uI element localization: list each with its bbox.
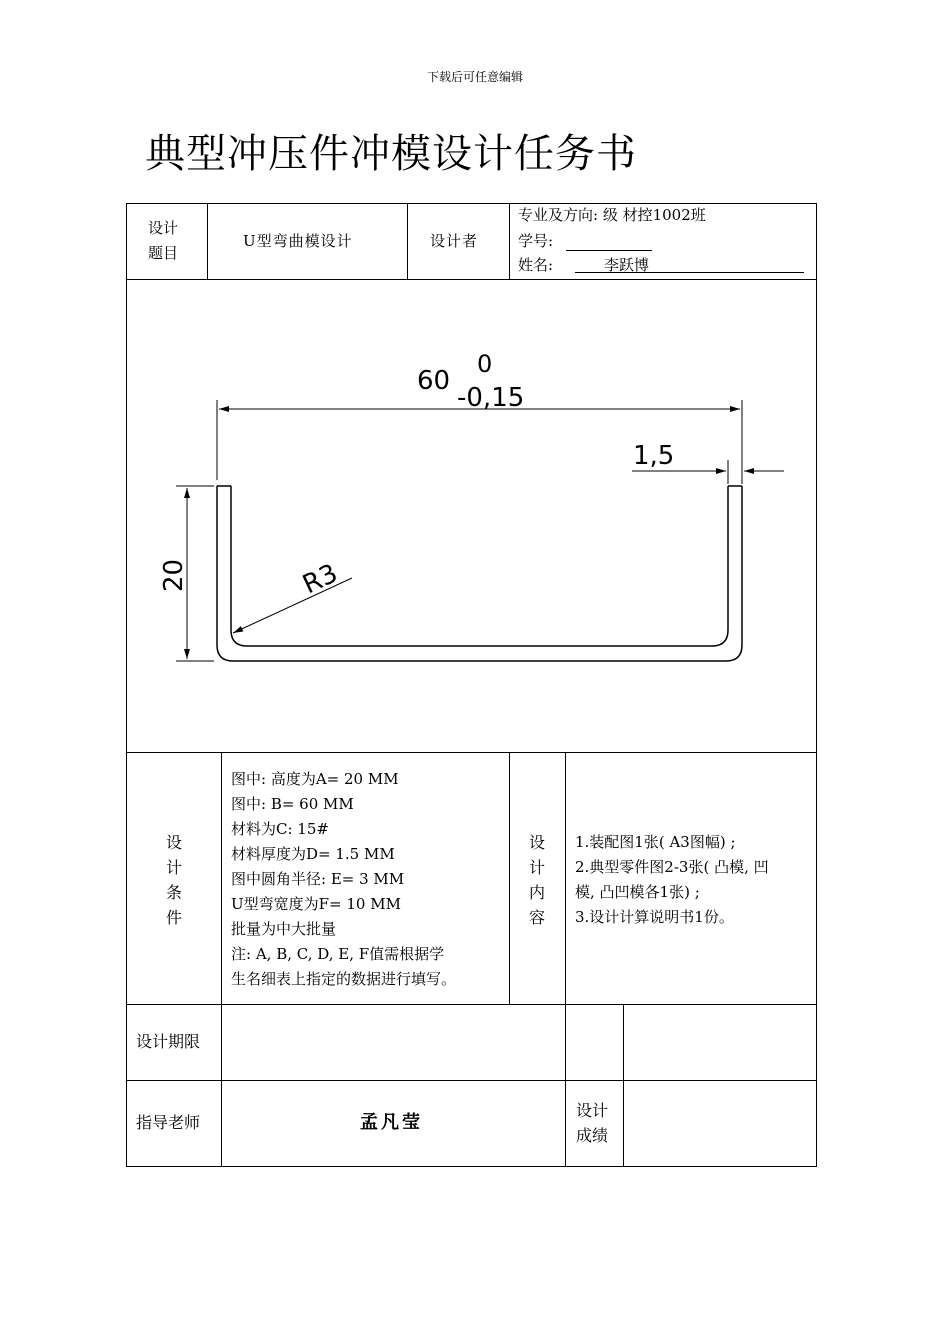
condition-line: 材料厚度为D= 1.5 MM <box>231 845 395 863</box>
condition-line: 图中: B= 60 MM <box>231 795 354 813</box>
dim-thickness-text: 1,5 <box>633 441 675 471</box>
content-line: 2.典型零件图2-3张( 凸模, 凹 <box>575 858 769 876</box>
designer-label: 设计者 <box>430 232 479 250</box>
advisor-label: 指导老师 <box>136 1113 201 1132</box>
condition-line: 材料为C: 15# <box>231 820 329 838</box>
name-label: 姓名: <box>518 256 554 274</box>
u-profile-outer <box>217 486 742 661</box>
grade-label-line2: 成绩 <box>576 1126 609 1145</box>
topic-label-line1: 设计 <box>148 219 179 237</box>
content-line: 1.装配图1张( A3图幅) ; <box>575 833 736 851</box>
name-value: 李跃博 <box>604 256 650 274</box>
student-id-label: 学号: <box>518 232 554 250</box>
grade-label-line1: 设计 <box>576 1101 609 1120</box>
content-label: 设 计 内 容 <box>528 833 545 927</box>
conditions-list <box>231 767 456 992</box>
major-text: 专业及方向: 级 材控1002班 <box>518 206 706 224</box>
dim-tol-upper-text: 0 <box>477 350 493 378</box>
condition-line: 图中: 高度为A= 20 MM <box>231 770 399 788</box>
deadline-label: 设计期限 <box>136 1032 201 1051</box>
dim-radius-text: R3 <box>298 558 343 601</box>
condition-line: U型弯宽度为F= 10 MM <box>231 895 401 913</box>
condition-line: 生名细表上指定的数据进行填写。 <box>231 970 457 988</box>
content-line: 3.设计计算说明书1份。 <box>575 908 734 926</box>
condition-line: 批量为中大批量 <box>231 920 337 938</box>
condition-line: 注: A, B, C, D, E, F值需根据学 <box>231 945 445 963</box>
dim-height-text: 20 <box>159 558 189 592</box>
u-profile-inner <box>231 486 728 646</box>
page-title: 典型冲压件冲模设计任务书 <box>145 131 637 177</box>
page-header-note: 下载后可任意编辑 <box>426 70 523 84</box>
content-list <box>575 830 769 930</box>
advisor-name: 孟凡莹 <box>360 1112 423 1133</box>
content-line: 模, 凸凹模各1张) ; <box>575 883 700 901</box>
dim-width-text: 60 <box>417 366 451 396</box>
conditions-label: 设 计 条 件 <box>165 833 182 927</box>
condition-line: 图中圆角半径: E= 3 MM <box>231 870 405 888</box>
topic-value: U型弯曲模设计 <box>243 232 353 250</box>
topic-label-line2: 题目 <box>148 244 179 262</box>
dim-tol-lower-text: -0,15 <box>457 383 525 413</box>
